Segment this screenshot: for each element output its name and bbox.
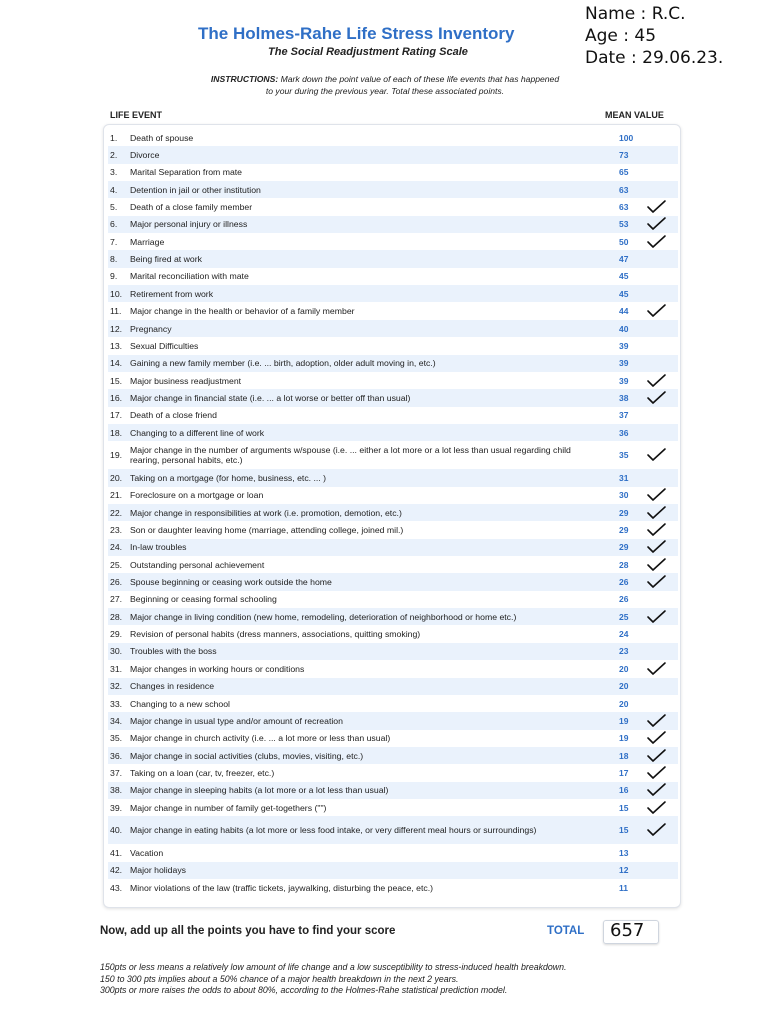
row-mean-value: 65 — [619, 167, 629, 178]
row-number: 20. — [110, 472, 123, 483]
table-row — [108, 268, 678, 285]
checkmark-icon — [645, 390, 667, 406]
table-row — [108, 424, 678, 441]
table-row — [108, 164, 678, 181]
row-mean-value: 30 — [619, 490, 629, 501]
table-row — [108, 660, 678, 677]
column-header-event: LIFE EVENT — [110, 110, 163, 120]
row-event-text: Troubles with the boss — [130, 646, 217, 657]
table-row — [108, 608, 678, 625]
table-row — [108, 625, 678, 642]
table-row — [108, 782, 678, 799]
row-event-text: Minor violations of the law (traffic tickets, jaywalking, disturbing the peace, etc.) — [130, 882, 434, 893]
instructions-line-1: Mark down the point value of each of these life events that has happened — [278, 74, 560, 84]
row-number: 11. — [110, 306, 122, 317]
table-row — [108, 591, 678, 608]
score-note-1: 150pts or less means a relatively low amount of life change and a low susceptibility to stress-induced health breakdown. — [100, 962, 567, 972]
row-mean-value: 39 — [619, 358, 629, 369]
row-event-text: Vacation — [130, 847, 164, 858]
row-number: 25. — [110, 559, 123, 570]
row-event-text: Being fired at work — [130, 254, 202, 265]
handwritten-age: Age : 45 — [585, 26, 657, 46]
row-number: 3. — [110, 167, 118, 178]
table-row — [108, 879, 678, 896]
row-number: 16. — [110, 392, 123, 403]
row-number: 37. — [110, 767, 123, 778]
row-event-text: Major change in eating habits (a lot more or less food intake, or very different meal hours or surroundings) — [130, 825, 537, 836]
checkmark-icon — [645, 765, 667, 781]
row-number: 9. — [110, 271, 118, 282]
table-row — [108, 539, 678, 556]
table-row — [108, 730, 678, 747]
row-mean-value: 28 — [619, 559, 629, 570]
row-number: 43. — [110, 882, 123, 893]
table-row — [108, 285, 678, 302]
checkmark-icon — [645, 303, 667, 319]
row-event-text: In-law troubles — [130, 542, 187, 553]
row-mean-value: 12 — [619, 865, 629, 876]
row-event-text: Son or daughter leaving home (marriage, attending college, joined mil.) — [130, 525, 404, 536]
table-row — [108, 389, 678, 406]
row-event-text: Detention in jail or other institution — [130, 184, 261, 195]
row-mean-value: 50 — [619, 236, 629, 247]
instructions — [150, 73, 620, 97]
table-row — [108, 556, 678, 573]
row-number: 6. — [110, 219, 118, 230]
row-number: 14. — [110, 358, 123, 369]
row-event-text: Taking on a loan (car, tv, freezer, etc.) — [130, 767, 275, 778]
checkmark-icon — [645, 609, 667, 625]
checkmark-icon — [645, 574, 667, 590]
total-label: TOTAL — [547, 925, 585, 937]
row-number: 35. — [110, 733, 123, 744]
row-number: 2. — [110, 150, 118, 161]
table-row — [108, 337, 678, 354]
row-event-text: Major business readjustment — [130, 375, 242, 386]
checkmark-icon — [645, 234, 667, 250]
score-notes — [100, 962, 567, 997]
table-row — [108, 303, 678, 320]
row-event-text: Retirement from work — [130, 288, 214, 299]
row-number: 19. — [110, 450, 123, 461]
checkmark-icon — [645, 730, 667, 746]
row-number: 29. — [110, 629, 123, 640]
row-number: 4. — [110, 184, 118, 195]
row-mean-value: 29 — [619, 525, 629, 536]
row-mean-value: 100 — [619, 132, 634, 143]
row-number: 34. — [110, 715, 123, 726]
table-row — [108, 372, 678, 389]
row-mean-value: 36 — [619, 427, 629, 438]
row-number: 33. — [110, 698, 123, 709]
table-row — [108, 799, 678, 816]
row-number: 23. — [110, 525, 123, 536]
table-row — [108, 250, 678, 267]
table-row — [108, 146, 678, 163]
table-row — [108, 573, 678, 590]
row-mean-value: 40 — [619, 323, 629, 334]
row-mean-value: 26 — [619, 577, 629, 588]
row-number: 39. — [110, 802, 123, 813]
handwritten-date: Date : 29.06.23. — [585, 48, 724, 68]
row-mean-value: 31 — [619, 472, 629, 483]
total-value: 657 — [610, 920, 645, 941]
row-mean-value: 39 — [619, 340, 629, 351]
table-row — [108, 747, 678, 764]
checkmark-icon — [645, 800, 667, 816]
row-event-text: Major personal injury or illness — [130, 219, 248, 230]
row-mean-value: 73 — [619, 150, 629, 161]
checkmark-icon — [645, 199, 667, 215]
checkmark-icon — [645, 822, 667, 838]
page-title: The Holmes-Rahe Life Stress Inventory — [198, 24, 515, 43]
row-event-text: Beginning or ceasing formal schooling — [130, 594, 277, 605]
checkmark-icon — [645, 522, 667, 538]
table-row — [108, 355, 678, 372]
row-mean-value: 19 — [619, 733, 629, 744]
row-event-text: Revision of personal habits (dress manners, associations, quitting smoking) — [130, 629, 421, 640]
table-row — [108, 712, 678, 729]
row-number: 12. — [110, 323, 123, 334]
row-mean-value: 26 — [619, 594, 629, 605]
row-event-text: Marriage — [130, 236, 165, 247]
checkmark-icon — [645, 782, 667, 798]
checkmark-icon — [645, 557, 667, 573]
row-number: 17. — [110, 410, 123, 421]
row-mean-value: 44 — [619, 306, 629, 317]
table-row — [108, 695, 678, 712]
row-event-text: Changing to a new school — [130, 698, 230, 709]
row-event-text: Major change in church activity (i.e. ... a lot more or less than usual) — [130, 733, 391, 744]
page-subtitle: The Social Readjustment Rating Scale — [268, 46, 468, 58]
row-mean-value: 18 — [619, 750, 629, 761]
table-row — [108, 407, 678, 424]
row-mean-value: 37 — [619, 410, 629, 421]
row-number: 8. — [110, 254, 118, 265]
row-mean-value: 17 — [619, 767, 629, 778]
checkmark-icon — [645, 373, 667, 389]
row-event-text: Major changes in working hours or conditions — [130, 663, 305, 674]
score-note-2: 150 to 300 pts implies about a 50% chance of a major health breakdown in the next 2 years. — [100, 973, 459, 984]
row-event-text: Major change in the health or behavior of a family member — [130, 306, 355, 317]
row-number: 27. — [110, 594, 123, 605]
table-row — [108, 504, 678, 521]
row-number: 13. — [110, 340, 123, 351]
row-event-text: Outstanding personal achievement — [130, 559, 265, 570]
table-row — [108, 216, 678, 233]
row-event-text: Major change in the number of arguments w/spouse (i.e. ... either a lot more or a lot less than usual regarding child rearing, personal habits, etc.) — [130, 445, 571, 466]
total-prompt: Now, add up all the points you have to find your score — [100, 925, 396, 937]
table-row — [108, 487, 678, 504]
row-event-text: Major change in responsibilities at work (i.e. promotion, demotion, etc.) — [130, 507, 402, 518]
score-note-3: 300pts or more raises the odds to about 80%, according to the Holmes-Rahe statistical prediction model. — [100, 985, 508, 995]
row-event-text: Major change in number of family get-togethers ("") — [130, 802, 327, 813]
row-number: 30. — [110, 646, 123, 657]
row-event-text: Pregnancy — [130, 323, 172, 334]
checkmark-icon — [645, 661, 667, 677]
row-event-text: Death of a close friend — [130, 410, 217, 421]
row-number: 31. — [110, 663, 123, 674]
row-mean-value: 63 — [619, 202, 629, 213]
row-number: 36. — [110, 750, 123, 761]
row-event-text: Spouse beginning or ceasing work outside the home — [130, 577, 332, 588]
table-row — [108, 233, 678, 250]
row-number: 21. — [110, 490, 123, 501]
checkmark-icon — [645, 487, 667, 503]
row-mean-value: 20 — [619, 681, 629, 692]
row-number: 42. — [110, 865, 123, 876]
row-mean-value: 24 — [619, 629, 629, 640]
row-mean-value: 23 — [619, 646, 629, 657]
row-number: 38. — [110, 785, 123, 796]
row-event-text: Major change in financial state (i.e. ... a lot worse or better off than usual) — [130, 392, 411, 403]
row-mean-value: 38 — [619, 392, 629, 403]
row-event-text: Death of spouse — [130, 132, 194, 143]
table-row — [108, 441, 678, 469]
row-number: 1. — [110, 132, 118, 143]
table-row — [108, 521, 678, 538]
row-number: 26. — [110, 577, 123, 588]
row-mean-value: 29 — [619, 542, 629, 553]
row-event-text: Changing to a different line of work — [130, 427, 265, 438]
table-row — [108, 862, 678, 879]
table-row — [108, 816, 678, 844]
row-mean-value: 35 — [619, 450, 629, 461]
checkmark-icon — [645, 505, 667, 521]
instructions-label: INSTRUCTIONS: — [210, 74, 279, 84]
row-mean-value: 25 — [619, 611, 629, 622]
row-mean-value: 13 — [619, 847, 629, 858]
row-number: 15. — [110, 375, 123, 386]
table-row — [108, 643, 678, 660]
row-event-text: Divorce — [130, 150, 160, 161]
row-mean-value: 15 — [619, 802, 629, 813]
row-event-text: Marital Separation from mate — [130, 167, 243, 178]
row-event-text: Death of a close family member — [130, 202, 253, 213]
handwritten-name: Name : R.C. — [585, 4, 686, 24]
checkmark-icon — [645, 447, 667, 463]
row-event-text: Changes in residence — [130, 681, 215, 692]
table-row — [108, 181, 678, 198]
row-event-text: Gaining a new family member (i.e. ... birth, adoption, older adult moving in, etc.) — [130, 358, 436, 369]
row-number: 32. — [110, 681, 123, 692]
row-mean-value: 29 — [619, 507, 629, 518]
row-mean-value: 45 — [619, 288, 629, 299]
row-mean-value: 63 — [619, 184, 629, 195]
row-number: 41. — [110, 847, 123, 858]
row-number: 18. — [110, 427, 123, 438]
row-mean-value: 15 — [619, 825, 629, 836]
table-row — [108, 764, 678, 781]
row-event-text: Major change in usual type and/or amount of recreation — [130, 715, 343, 726]
row-mean-value: 20 — [619, 698, 629, 709]
column-header-value: MEAN VALUE — [605, 110, 664, 120]
table-row — [108, 320, 678, 337]
table-row — [108, 678, 678, 695]
row-number: 5. — [110, 202, 118, 213]
row-number: 10. — [110, 288, 123, 299]
table-row — [108, 844, 678, 861]
table-row — [108, 198, 678, 215]
row-mean-value: 19 — [619, 715, 629, 726]
checkmark-icon — [645, 748, 667, 764]
row-event-text: Sexual Difficulties — [130, 340, 199, 351]
checkmark-icon — [645, 713, 667, 729]
table-row — [108, 129, 678, 146]
row-event-text: Taking on a mortgage (for home, business, etc. ... ) — [130, 472, 327, 483]
row-mean-value: 16 — [619, 785, 629, 796]
row-number: 24. — [110, 542, 123, 553]
checkmark-icon — [645, 539, 667, 555]
checkmark-icon — [645, 216, 667, 232]
row-event-text: Major change in sleeping habits (a lot more or a lot less than usual) — [130, 785, 389, 796]
table-row — [108, 469, 678, 486]
row-event-text: Major holidays — [130, 865, 187, 876]
row-mean-value: 45 — [619, 271, 629, 282]
row-mean-value: 39 — [619, 375, 629, 386]
row-number: 40. — [110, 825, 123, 836]
row-event-text: Major change in living condition (new home, remodeling, deterioration of neighborhood or home etc.) — [130, 611, 517, 622]
instructions-line-2: to your during the previous year. Total these associated points. — [265, 86, 505, 96]
row-mean-value: 20 — [619, 663, 629, 674]
row-number: 7. — [110, 236, 118, 247]
row-number: 22. — [110, 507, 123, 518]
row-mean-value: 53 — [619, 219, 629, 230]
row-mean-value: 47 — [619, 254, 629, 265]
row-number: 28. — [110, 611, 123, 622]
row-event-text: Major change in social activities (clubs, movies, visiting, etc.) — [130, 750, 364, 761]
row-event-text: Foreclosure on a mortgage or loan — [130, 490, 264, 501]
row-mean-value: 11 — [619, 882, 628, 893]
row-event-text: Marital reconciliation with mate — [130, 271, 249, 282]
